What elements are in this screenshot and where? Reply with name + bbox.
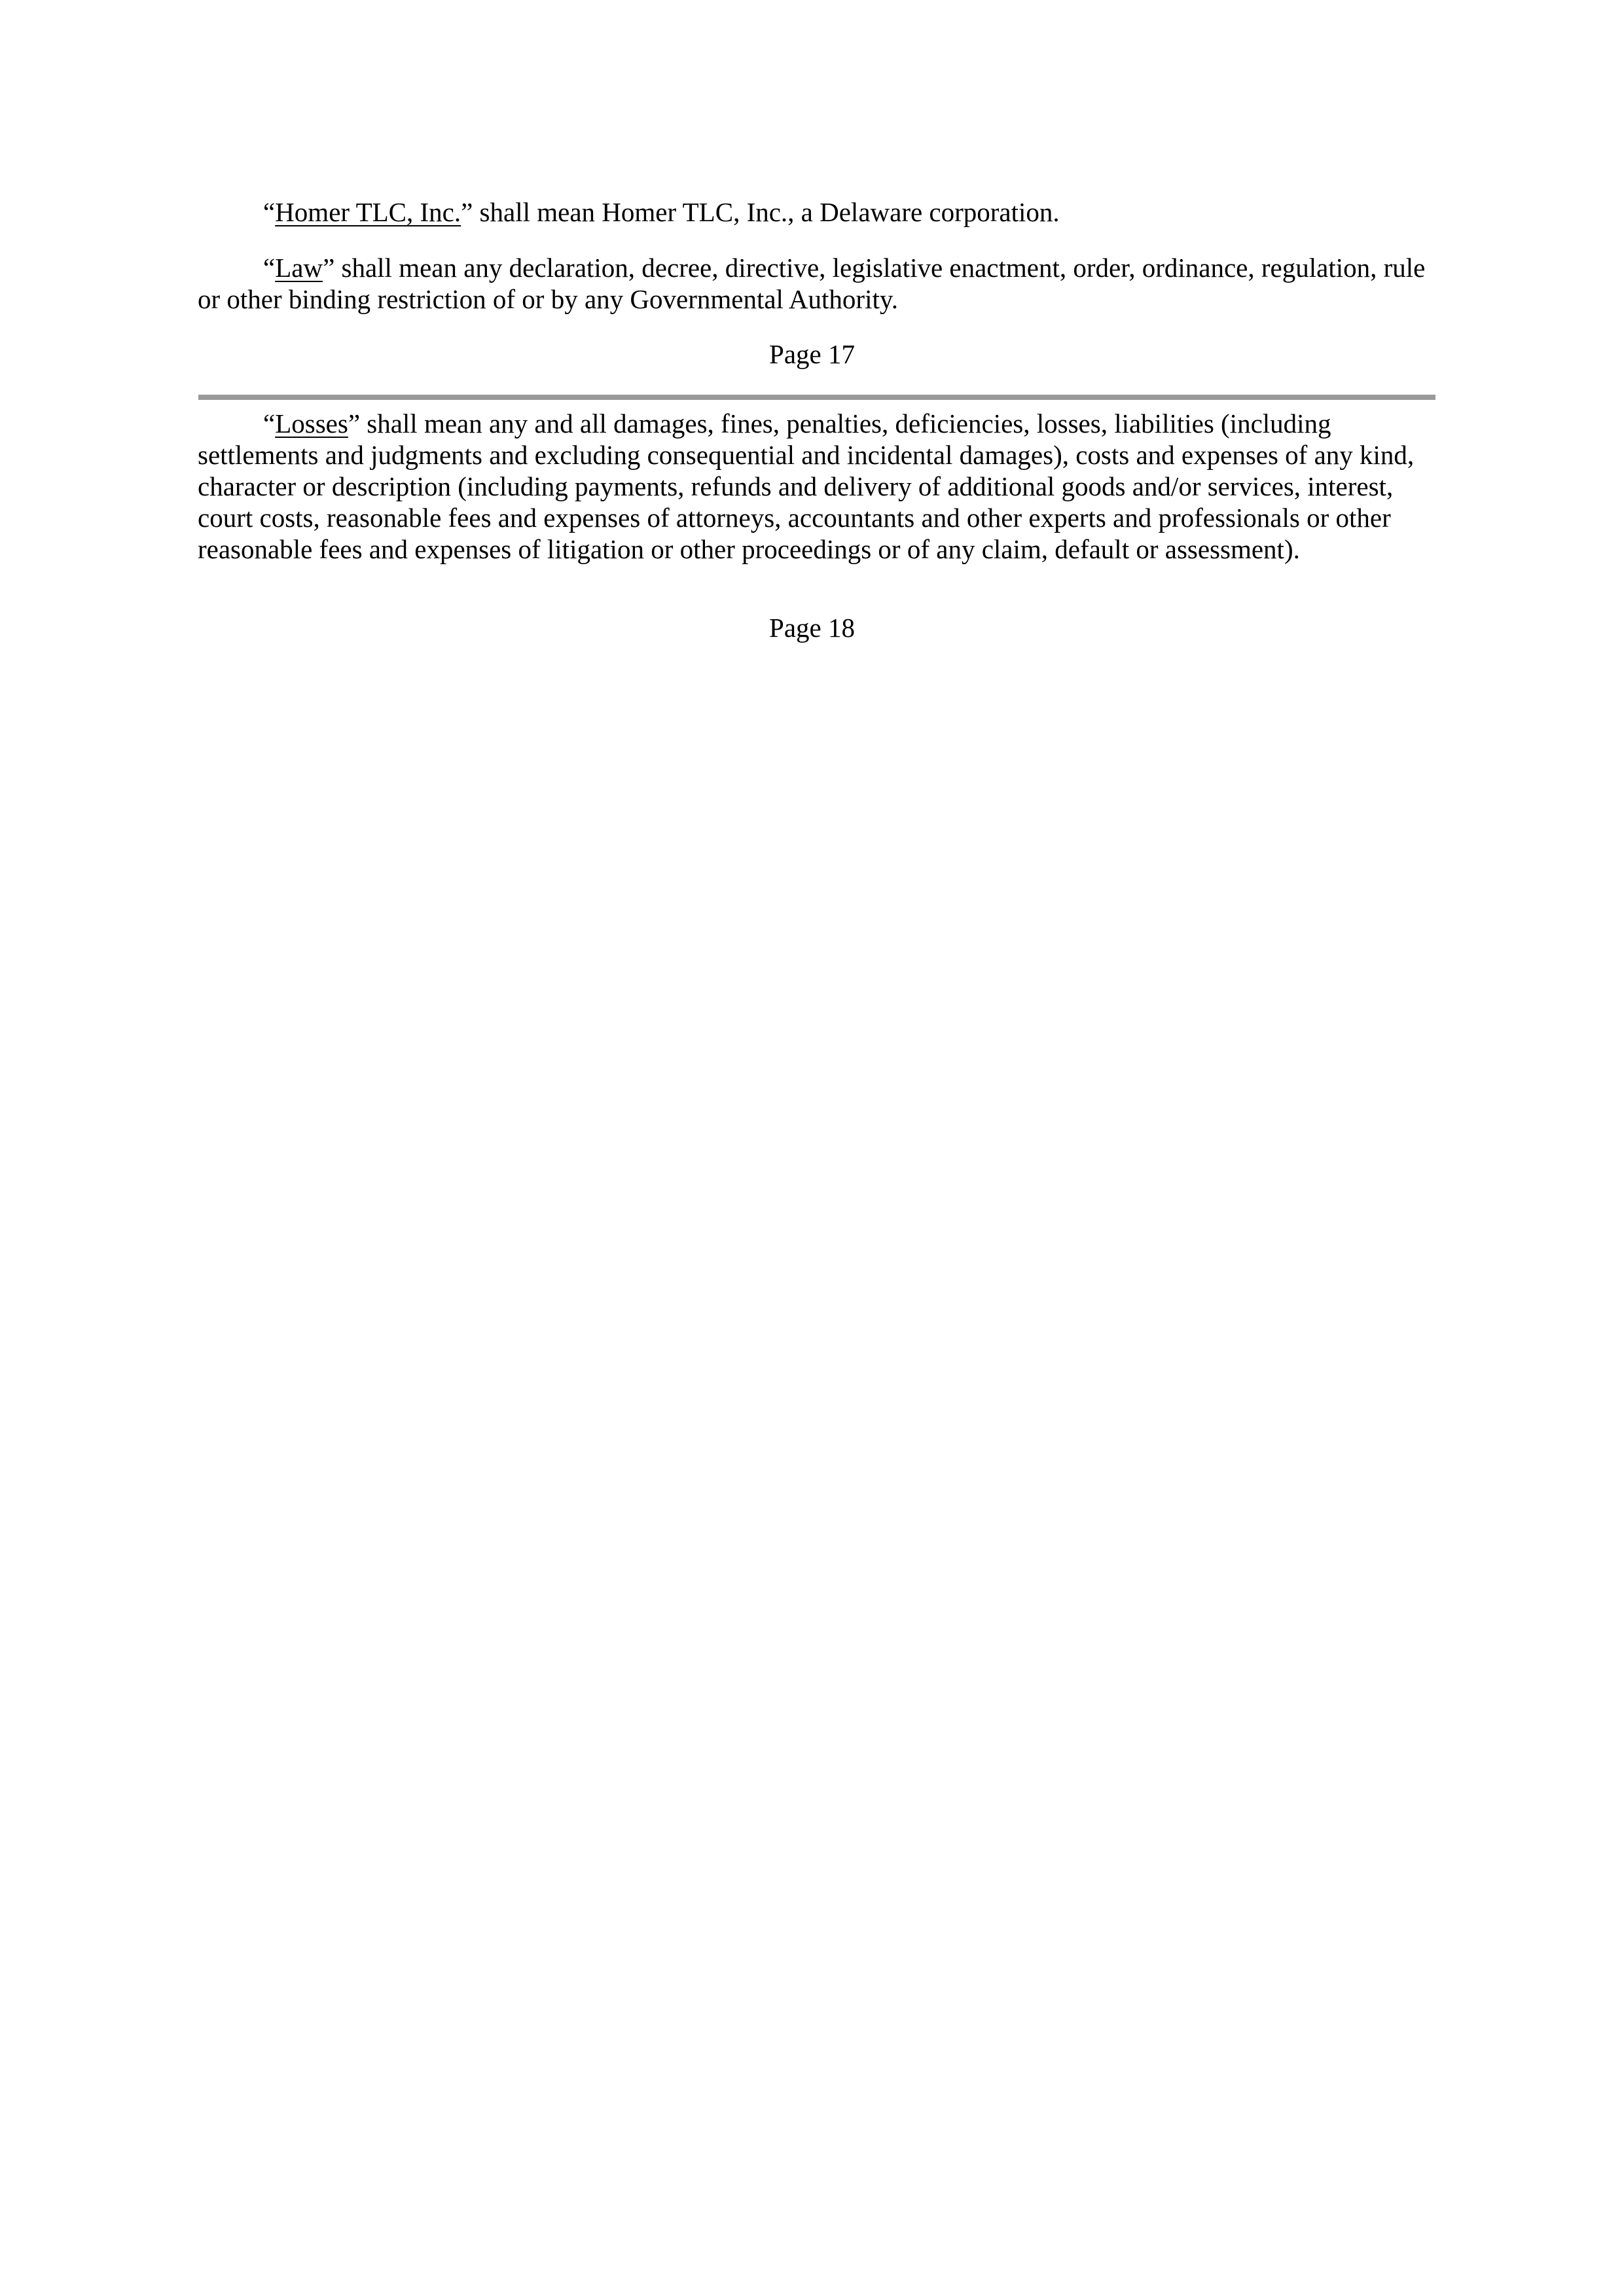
page-number-18: Page 18	[769, 613, 855, 643]
defined-term: Losses	[275, 408, 348, 439]
defined-term: Homer TLC, Inc.	[275, 197, 461, 227]
page-number-17: Page 17	[769, 339, 855, 369]
definition-text: ” shall mean any and all damages, fines, penalties, deficiencies, losses, liabilities (including settlements and judgments and excluding consequential and incidental damages), costs and expenses of any kind, character or description (including payments, refunds and delivery of additional goods and/or services, interest, court costs, reasonable fees and expenses of attorneys, accountants and other experts and professionals or other reasonable fees and expenses of litigation or other proceedings or of any claim, default or assessment).	[198, 408, 1415, 564]
page-break-divider	[198, 395, 1435, 400]
defined-term: Law	[275, 253, 323, 283]
definition-homer-tlc	[198, 196, 1441, 228]
definition-text: ” shall mean any declaration, decree, directive, legislative enactment, order, ordinance, regulation, rule or other binding restriction of or by any Governmental Authority.	[198, 253, 1426, 314]
open-quote: “	[263, 197, 276, 227]
definition-law	[198, 252, 1441, 315]
definition-losses	[198, 408, 1441, 565]
open-quote: “	[263, 253, 276, 283]
open-quote: “	[263, 408, 276, 439]
definition-text: ” shall mean Homer TLC, Inc., a Delaware corporation.	[461, 197, 1060, 227]
